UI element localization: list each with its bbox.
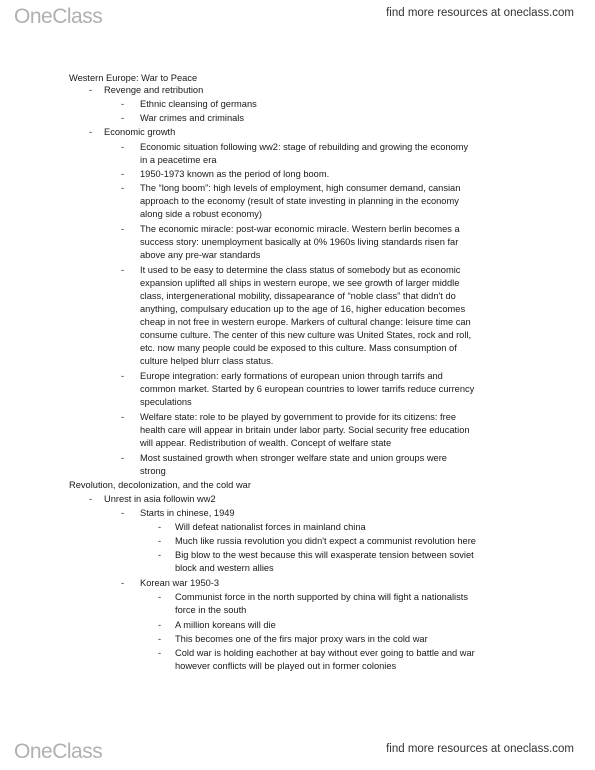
bullet-welfare-state: Welfare state: role to be played by government to provide for its citizens: free	[140, 412, 457, 422]
bullet-korean-war: Korean war 1950-3	[140, 578, 220, 588]
bullet-cold-war: Cold war is holding eachother at bay without ever going to battle and war	[175, 648, 475, 658]
bullet-defeat-nationalists: Will defeat nationalist forces in mainland china	[175, 522, 366, 532]
page-footer	[0, 738, 595, 770]
bullet-russia-revolution: Much like russia revolution you didn't expect a communist revolution here	[175, 536, 476, 546]
find-resources-link[interactable]: find more resources at oneclass.com	[386, 7, 574, 19]
bullet-class-status: It used to be easy to determine the class status of somebody but as economic	[140, 265, 461, 275]
oneclass-logo[interactable]: OneClass	[14, 5, 103, 28]
oneclass-logo-footer[interactable]: OneClass	[14, 740, 103, 763]
bullet-big-blow: Big blow to the west because this will exasperate tension between soviet	[175, 550, 474, 560]
page-header	[0, 0, 595, 36]
bullet-europe-integration: Europe integration: early formations of european union through tarrifs and	[140, 371, 443, 381]
find-resources-link-footer[interactable]: find more resources at oneclass.com	[386, 743, 574, 755]
bullet-ethnic-cleansing: Ethnic cleansing of germans	[140, 99, 257, 109]
heading-western-europe: Western Europe: War to Peace	[69, 73, 198, 83]
bullet-unrest-asia: Unrest in asia followin ww2	[104, 494, 216, 504]
bullet-sustained-growth: Most sustained growth when stronger welfare state and union groups were	[140, 453, 447, 463]
bullet-long-boom-years: 1950-1973 known as the period of long boom.	[140, 169, 330, 179]
bullet-war-crimes: War crimes and criminals	[140, 113, 245, 123]
bullet-economic-miracle: The economic miracle: post-war economic miracle. Western berlin becomes a	[140, 224, 460, 234]
heading-revolution: Revolution, decolonization, and the cold war	[69, 480, 251, 490]
bullet-economic-situation: Economic situation following ww2: stage of rebuilding and growing the economy	[140, 142, 469, 152]
bullet-communist-force: Communist force in the north supported by china will fight a nationalists	[175, 592, 469, 602]
bullet-million-koreans: A million koreans will die	[175, 620, 276, 630]
bullet-long-boom: The “long boom”: high levels of employment, high consumer demand, cansian	[140, 183, 461, 193]
bullet-chinese-1949: Starts in chinese, 1949	[140, 508, 235, 518]
bullet-revenge: Revenge and retribution	[104, 85, 204, 95]
bullet-economic-growth: Economic growth	[104, 127, 176, 137]
bullet-proxy-war: This becomes one of the firs major proxy wars in the cold war	[175, 634, 428, 644]
